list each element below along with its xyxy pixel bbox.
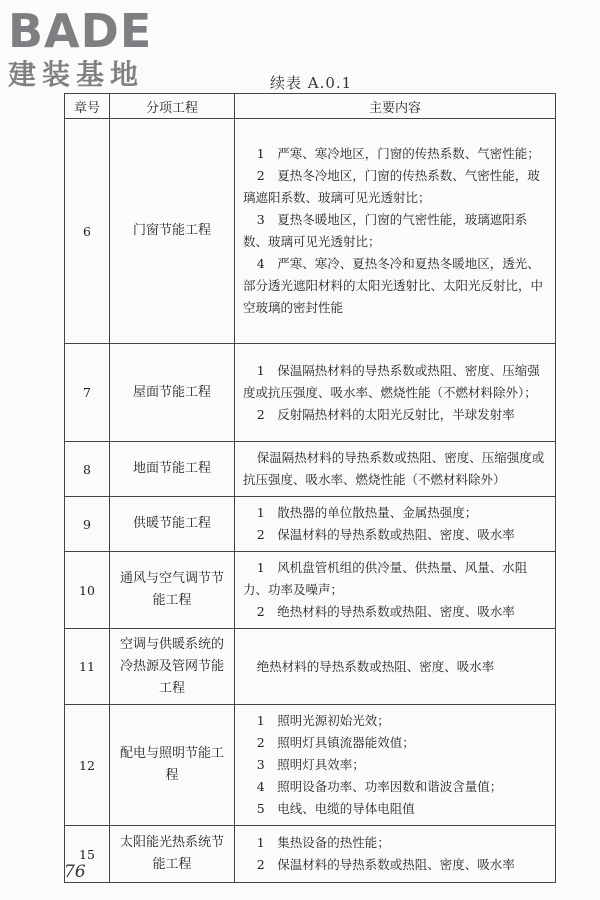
content-item: 4 照明设备功率、功率因数和谐波含量值； (256, 779, 503, 794)
brand-logo (8, 6, 178, 92)
main-content (235, 119, 556, 344)
project-name: 地面节能工程 (110, 442, 235, 497)
header-project: 分项工程 (110, 94, 235, 119)
chapter-number: 12 (65, 705, 110, 826)
project-name: 门窗节能工程 (110, 119, 235, 344)
main-content (235, 705, 556, 826)
content-item: 保温隔热材料的导热系数或热阻、密度、压缩强度或抗压强度、吸水率、燃烧性能（不燃材料除外） (243, 450, 545, 487)
chapter-number: 7 (65, 344, 110, 442)
main-content (235, 442, 556, 497)
header-chapter: 章号 (65, 94, 110, 119)
project-name: 供暖节能工程 (110, 497, 235, 552)
chapter-number: 6 (65, 119, 110, 344)
content-item: 1 散热器的单位散热量、金属热强度； (256, 505, 478, 520)
table-caption: 续表 A.0.1 (270, 74, 353, 92)
table-row (65, 629, 556, 705)
main-content (235, 826, 556, 883)
project-name: 屋面节能工程 (110, 344, 235, 442)
inspection-table (64, 93, 556, 883)
project-name: 配电与照明节能工程 (110, 705, 235, 826)
main-content (235, 497, 556, 552)
chapter-number: 8 (65, 442, 110, 497)
table-row (65, 497, 556, 552)
project-name: 空调与供暖系统的冷热源及管网节能工程 (110, 629, 235, 705)
content-item: 1 风机盘管机组的供冷量、供热量、风量、水阻力、功率及噪声； (243, 560, 528, 597)
content-item: 1 集热设备的热性能； (256, 835, 390, 850)
content-item: 5 电线、电缆的导体电阻值 (256, 801, 415, 816)
logo-chinese-name: 建装基地 (8, 58, 145, 91)
content-item: 2 保温材料的导热系数或热阻、密度、吸水率 (256, 857, 515, 872)
project-name: 通风与空气调节节能工程 (110, 552, 235, 629)
content-item: 1 严寒、寒冷地区，门窗的传热系数、气密性能； (256, 146, 540, 161)
content-item: 2 保温材料的导热系数或热阻、密度、吸水率 (256, 527, 515, 542)
content-item: 1 保温隔热材料的导热系数或热阻、密度、压缩强度或抗压强度、吸水率、燃烧性能（不燃材料除外）； (243, 362, 540, 400)
chapter-number: 9 (65, 497, 110, 552)
content-item: 2 反射隔热材料的太阳光反射比，半球发射率 (256, 406, 515, 422)
page-number: 76 (64, 862, 86, 882)
chapter-number: 11 (65, 629, 110, 705)
table-row (65, 552, 556, 629)
content-item: 2 绝热材料的导热系数或热阻、密度、吸水率 (256, 604, 515, 619)
main-content (235, 344, 556, 442)
table-header-row (65, 94, 556, 119)
header-content: 主要内容 (235, 94, 556, 119)
content-item: 2 照明灯具镇流器能效值； (256, 735, 415, 750)
project-name: 太阳能光热系统节能工程 (110, 826, 235, 883)
main-content (235, 552, 556, 629)
table-row (65, 119, 556, 344)
logo-brand-text: BADE (8, 4, 153, 58)
table-row (65, 826, 556, 883)
content-item: 绝热材料的导热系数或热阻、密度、吸水率 (256, 658, 495, 674)
content-item: 3 照明灯具效率； (256, 757, 365, 772)
main-content (235, 629, 556, 705)
table-row (65, 705, 556, 826)
logo-wordmark (8, 6, 178, 56)
content-item: 4 严寒、寒冷、夏热冬冷和夏热冬暖地区，透光、部分透光遮阳材料的太阳光透射比、太阳光反射比，中空玻璃的密封性能 (243, 256, 544, 315)
content-item: 1 照明光源初始光效； (256, 713, 390, 728)
chapter-number: 10 (65, 552, 110, 629)
content-item: 2 夏热冬冷地区，门窗的传热系数、气密性能，玻璃遮阳系数、玻璃可见光透射比； (243, 168, 540, 205)
table-row (65, 344, 556, 442)
table-row (65, 442, 556, 497)
chapter-number: 15 (65, 826, 110, 883)
content-item: 3 夏热冬暖地区，门窗的气密性能，玻璃遮阳系数、玻璃可见光透射比； (243, 212, 528, 249)
